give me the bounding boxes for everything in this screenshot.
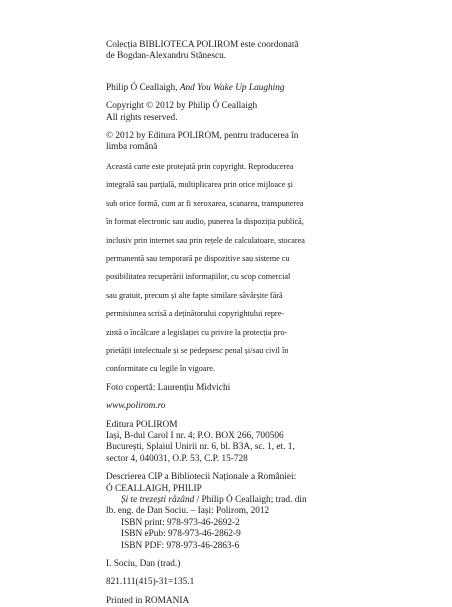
legal-line: Această carte este protejată prin copyright. Reproducerea: [106, 162, 294, 172]
legal-line: inclusiv prin internet sau prin rețele de calculatoare, stocarea: [106, 235, 305, 245]
legal-line: permisiunea scrisă a deținătorului copyrightului repre-: [106, 309, 285, 319]
legal-line: sau gratuit, precum și alte fapte similare săvârșite fără: [106, 290, 283, 300]
cip-record: [106, 472, 436, 589]
printed-in: Printed in ROMANIA: [106, 595, 190, 606]
cip-author: Ó CEALLAIGH, PHILIP: [106, 483, 202, 494]
original-author: Philip Ó Ceallaigh,: [106, 82, 180, 93]
text-line: Editura POLIROM: [106, 419, 178, 430]
author-copyright: [106, 101, 436, 124]
cip-heading: Descrierea CIP a Bibliotecii Naționale a României:: [106, 472, 297, 483]
legal-line: permanentă sau temporară pe dispozitive sau sisteme cu: [106, 253, 290, 263]
isbn-print: ISBN print: 978-973-46-2692-2: [121, 517, 240, 528]
cover-photo-credit: Foto copertă: Laurențiu Midvichi: [106, 382, 231, 393]
legal-line: zintă o încălcare a legislației cu privire la protecția pro-: [106, 327, 288, 337]
copyright-page: [106, 40, 436, 607]
text-line: All rights reserved.: [106, 112, 178, 123]
legal-line: posibilitatea recuperării informațiilor, cu scop comercial: [106, 272, 291, 282]
legal-line: prietății intelectuale și se pedepsesc penal și/sau civil în: [106, 345, 289, 355]
text-line: București, Splaiul Unirii nr. 6, bl. B3A, sc. 1, et. 1,: [106, 442, 295, 453]
publisher-address: [106, 420, 436, 466]
legal-line: sub orice formă, cum ar fi xeroxarea, scanarea, transpunerea: [106, 198, 304, 208]
cip-title-italic: Și te trezești râzând: [121, 494, 195, 505]
website-link[interactable]: www.polirom.ro: [106, 401, 166, 412]
cip-title: [106, 495, 436, 506]
legal-line: integrală sau parțială, multiplicarea prin orice mijloace și: [106, 180, 293, 190]
cip-line2: lb. eng. de Dan Sociu. – Iași: Polirom, 2012: [106, 506, 270, 517]
original-title-text: And You Wake Up Laughing: [179, 82, 285, 93]
series-coordination: [106, 40, 436, 63]
text-line: sector 4, 040031, O.P. 53, C.P. 15-728: [106, 453, 248, 464]
original-title: [106, 83, 436, 94]
text-line: Copyright © 2012 by Philip Ó Ceallaigh: [106, 101, 258, 112]
legal-notice: [106, 162, 436, 375]
legal-line: în format electronic sau audio, punerea la dispoziția publică,: [106, 217, 304, 227]
legal-line: conformitate cu legile în vigoare.: [106, 364, 215, 374]
text-line: Iași, B-dul Carol I nr. 4; P.O. BOX 266, 700506: [106, 430, 284, 441]
text-line: limba română: [106, 142, 158, 153]
text-line: Colecția BIBLIOTECA POLIROM este coordonată: [106, 40, 299, 50]
text-line: de Bogdan-Alexandru Stănescu.: [106, 51, 227, 62]
isbn-epub: ISBN ePub: 978-973-46-2862-9: [121, 529, 241, 540]
cip-udc: 821.111(415)-31=135.1: [106, 577, 195, 588]
isbn-pdf: ISBN PDF: 978-973-46-2863-6: [121, 540, 240, 551]
cip-translator: I. Sociu, Dan (trad.): [106, 559, 181, 569]
text-line: © 2012 by Editura POLIROM, pentru traducerea în: [106, 131, 299, 142]
cip-title-rest: / Philip Ó Ceallaigh; trad. din: [194, 494, 307, 505]
translation-copyright: [106, 131, 436, 154]
